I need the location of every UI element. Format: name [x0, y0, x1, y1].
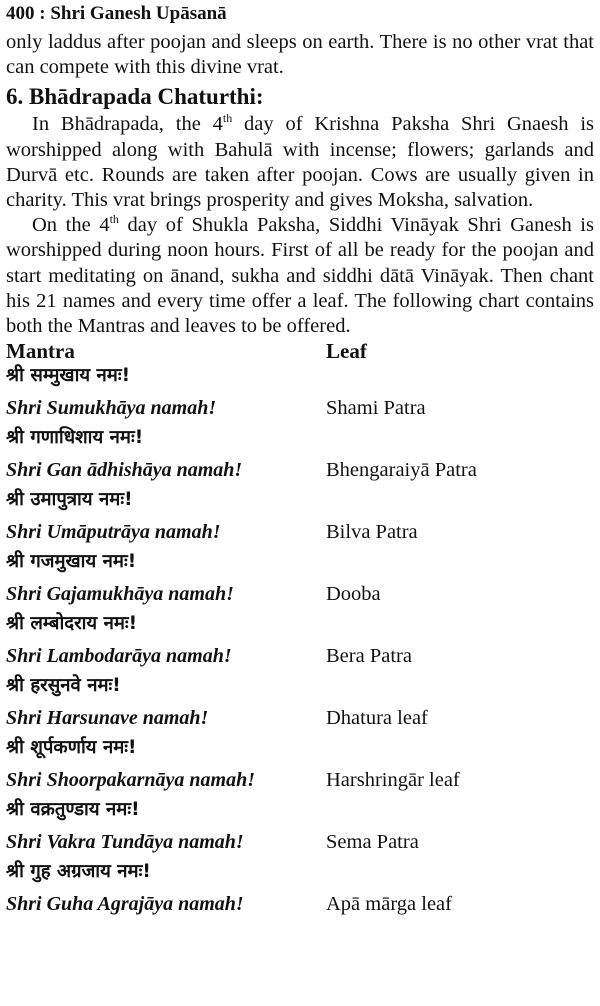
mantra-transliteration: Shri Guha Agrajāya namah!: [6, 893, 244, 916]
intro-paragraph: only laddus after poojan and sleeps on earth. There is no other vrat that can compete with this divine vrat.: [6, 31, 594, 79]
mantra-entry: [6, 736, 594, 798]
mantra-transliteration: Shri Vakra Tundāya namah!: [6, 831, 244, 854]
leaf-name: Harshringār leaf: [326, 769, 460, 792]
mantra-list: [6, 364, 594, 922]
mantra-devanagari: श्री शूर्पकर्णाय नमः!: [6, 737, 137, 759]
mantra-transliteration: Shri Sumukhāya namah!: [6, 397, 217, 420]
mantra-entry: [6, 798, 594, 860]
mantra-entry: [6, 860, 594, 922]
leaf-name: Shami Patra: [326, 397, 426, 420]
mantra-row: [6, 886, 594, 922]
mantra-entry: [6, 550, 594, 612]
mantra-row: [6, 762, 594, 798]
header-leaf: Leaf: [326, 339, 367, 364]
paragraph-text-start: On the 4: [32, 214, 110, 237]
mantra-devanagari: श्री उमापुत्राय नमः!: [6, 489, 133, 511]
paragraph-text-rest: day of Krishna Paksha Shri Gnaesh is worshipped along with Bahulā with incense; flowers; garlands and Durvā etc. Rounds are taken after poojan. Cows are usually given in charity. This vrat brings prosperity and gives Moksha, salvation.: [6, 113, 594, 212]
mantra-transliteration: Shri Lambodarāya namah!: [6, 645, 232, 668]
mantra-table-header: [6, 339, 594, 364]
paragraph-text-rest: day of Shukla Paksha, Siddhi Vināyak Shri Ganesh is worshipped during noon hours. First of all be ready for the poojan and start meditating on ānand, sukha and siddhi dātā Vināyak. Then chant his 21 names and every time offer a leaf. The following chart contains both the Mantras and leaves to be offered.: [6, 214, 594, 338]
mantra-transliteration: Shri Shoorpakarnāya namah!: [6, 769, 255, 792]
mantra-devanagari: श्री वक्रतुण्डाय नमः!: [6, 799, 140, 821]
mantra-devanagari: श्री गुह अग्रजाय नमः!: [6, 861, 151, 883]
mantra-entry: [6, 488, 594, 550]
mantra-transliteration: Shri Harsunave namah!: [6, 707, 209, 730]
mantra-row: [6, 638, 594, 674]
mantra-devanagari: श्री सम्मुखाय नमः!: [6, 365, 131, 387]
mantra-transliteration: Shri Gan ādhishāya namah!: [6, 459, 243, 482]
mantra-entry: [6, 612, 594, 674]
mantra-devanagari: श्री गणाधिशाय नमः!: [6, 427, 144, 449]
leaf-name: Bhengaraiyā Patra: [326, 459, 477, 482]
leaf-name: Dhatura leaf: [326, 707, 428, 730]
leaf-name: Bera Patra: [326, 645, 412, 668]
paragraph-shukla-paksha: [6, 213, 594, 339]
mantra-row: [6, 514, 594, 550]
leaf-name: Sema Patra: [326, 831, 419, 854]
header-mantra: Mantra: [6, 339, 75, 364]
mantra-entry: [6, 674, 594, 736]
mantra-row: [6, 576, 594, 612]
mantra-devanagari: श्री गजमुखाय नमः!: [6, 551, 137, 573]
leaf-name: Bilva Patra: [326, 521, 418, 544]
section-heading: 6. Bhādrapada Chaturthi:: [6, 84, 264, 110]
mantra-entry: [6, 364, 594, 426]
superscript-ordinal: th: [222, 111, 233, 126]
leaf-name: Dooba: [326, 583, 381, 606]
paragraph-krishna-paksha: [6, 112, 594, 213]
mantra-row: [6, 390, 594, 426]
mantra-row: [6, 700, 594, 736]
mantra-row: [6, 824, 594, 860]
mantra-devanagari: श्री लम्बोदराय नमः!: [6, 613, 138, 635]
running-head: 400 : Shri Ganesh Upāsanā: [6, 3, 227, 24]
superscript-ordinal: th: [109, 212, 119, 227]
mantra-devanagari: श्री हरसुनवे नमः!: [6, 675, 121, 697]
mantra-entry: [6, 426, 594, 488]
mantra-transliteration: Shri Gajamukhāya namah!: [6, 583, 234, 606]
paragraph-text-start: In Bhādrapada, the 4: [32, 113, 223, 136]
mantra-row: [6, 452, 594, 488]
leaf-name: Apā mārga leaf: [326, 893, 452, 916]
mantra-transliteration: Shri Umāputrāya namah!: [6, 521, 221, 544]
